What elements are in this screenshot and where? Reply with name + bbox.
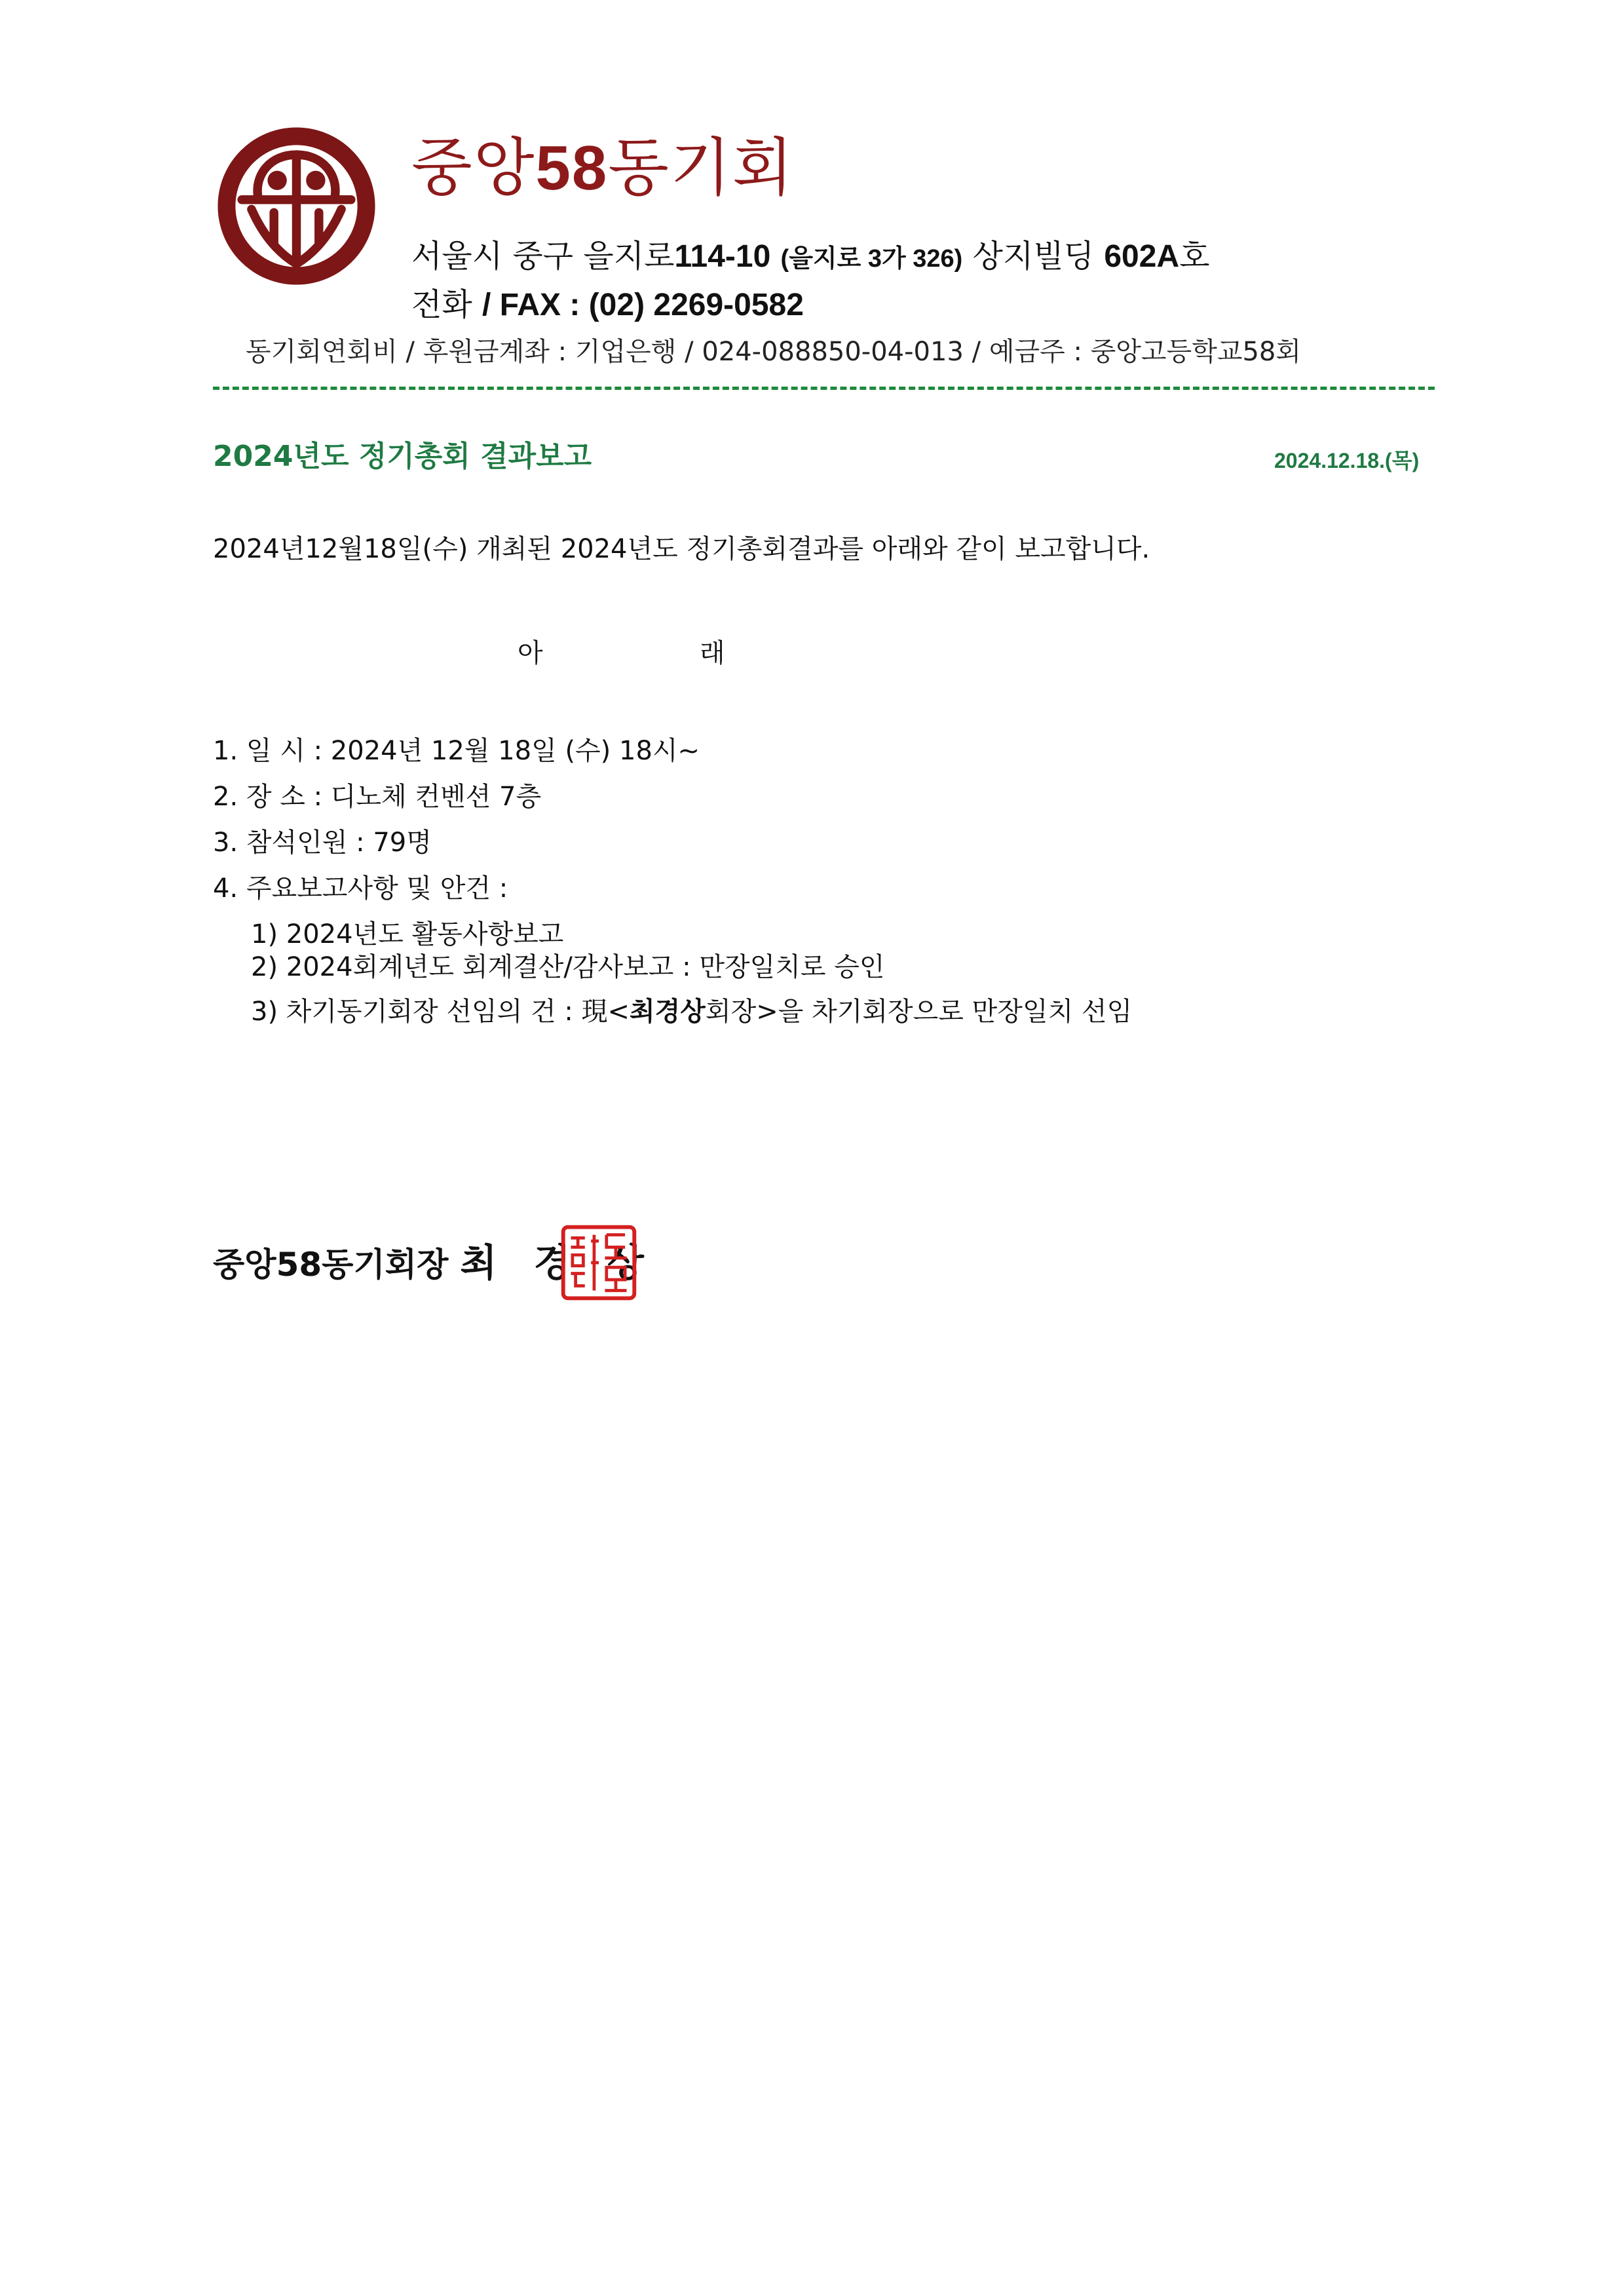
below-heading-left: 아 [518,638,543,668]
list-item: 4. 주요보고사항 및 안건 : [213,873,508,904]
org-title: 중앙58동기회 [411,131,795,204]
phone-fax: 전화 / FAX : (02) 2269-0582 [411,286,804,323]
sub-list-item: 3) 차기동기회장 선임의 건 : 現<최경상회장>을 차기회장으로 만장일치 선임 [251,997,1133,1027]
below-heading-right: 래 [700,638,725,668]
school-emblem-logo [216,126,377,286]
list-item: 1. 일 시 : 2024년 12월 18일 (수) 18시~ [213,736,700,766]
account-info: 동기회연회비 / 후원금계좌 : 기업은행 / 024-088850-04-013 / 예금주 : 중앙고등학교58회 [246,337,1302,367]
red-name-seal-stamp [560,1224,637,1301]
report-title: 2024년도 정기총회 결과보고 [213,440,592,473]
sub-list-item: 1) 2024년도 활동사항보고 [251,919,564,949]
address: 서울시 중구 을지로114-10 (을지로 3가 326) 상지빌딩 602A호 [411,238,1210,275]
divider [213,387,1435,390]
signature-line: 중앙58동기회장 최 경 상 [213,1240,656,1285]
list-item: 3. 참석인원 : 79명 [213,828,432,858]
intro-text: 2024년12월18일(수) 개최된 2024년도 정기총회결과를 아래와 같이 보고합니다. [213,534,1150,564]
sub-list-item: 2) 2024회계년도 회계결산/감사보고 : 만장일치로 승인 [251,952,885,982]
report-date: 2024.12.18.(목) [1274,449,1420,472]
list-item: 2. 장 소 : 디노체 컨벤션 7층 [213,782,542,812]
